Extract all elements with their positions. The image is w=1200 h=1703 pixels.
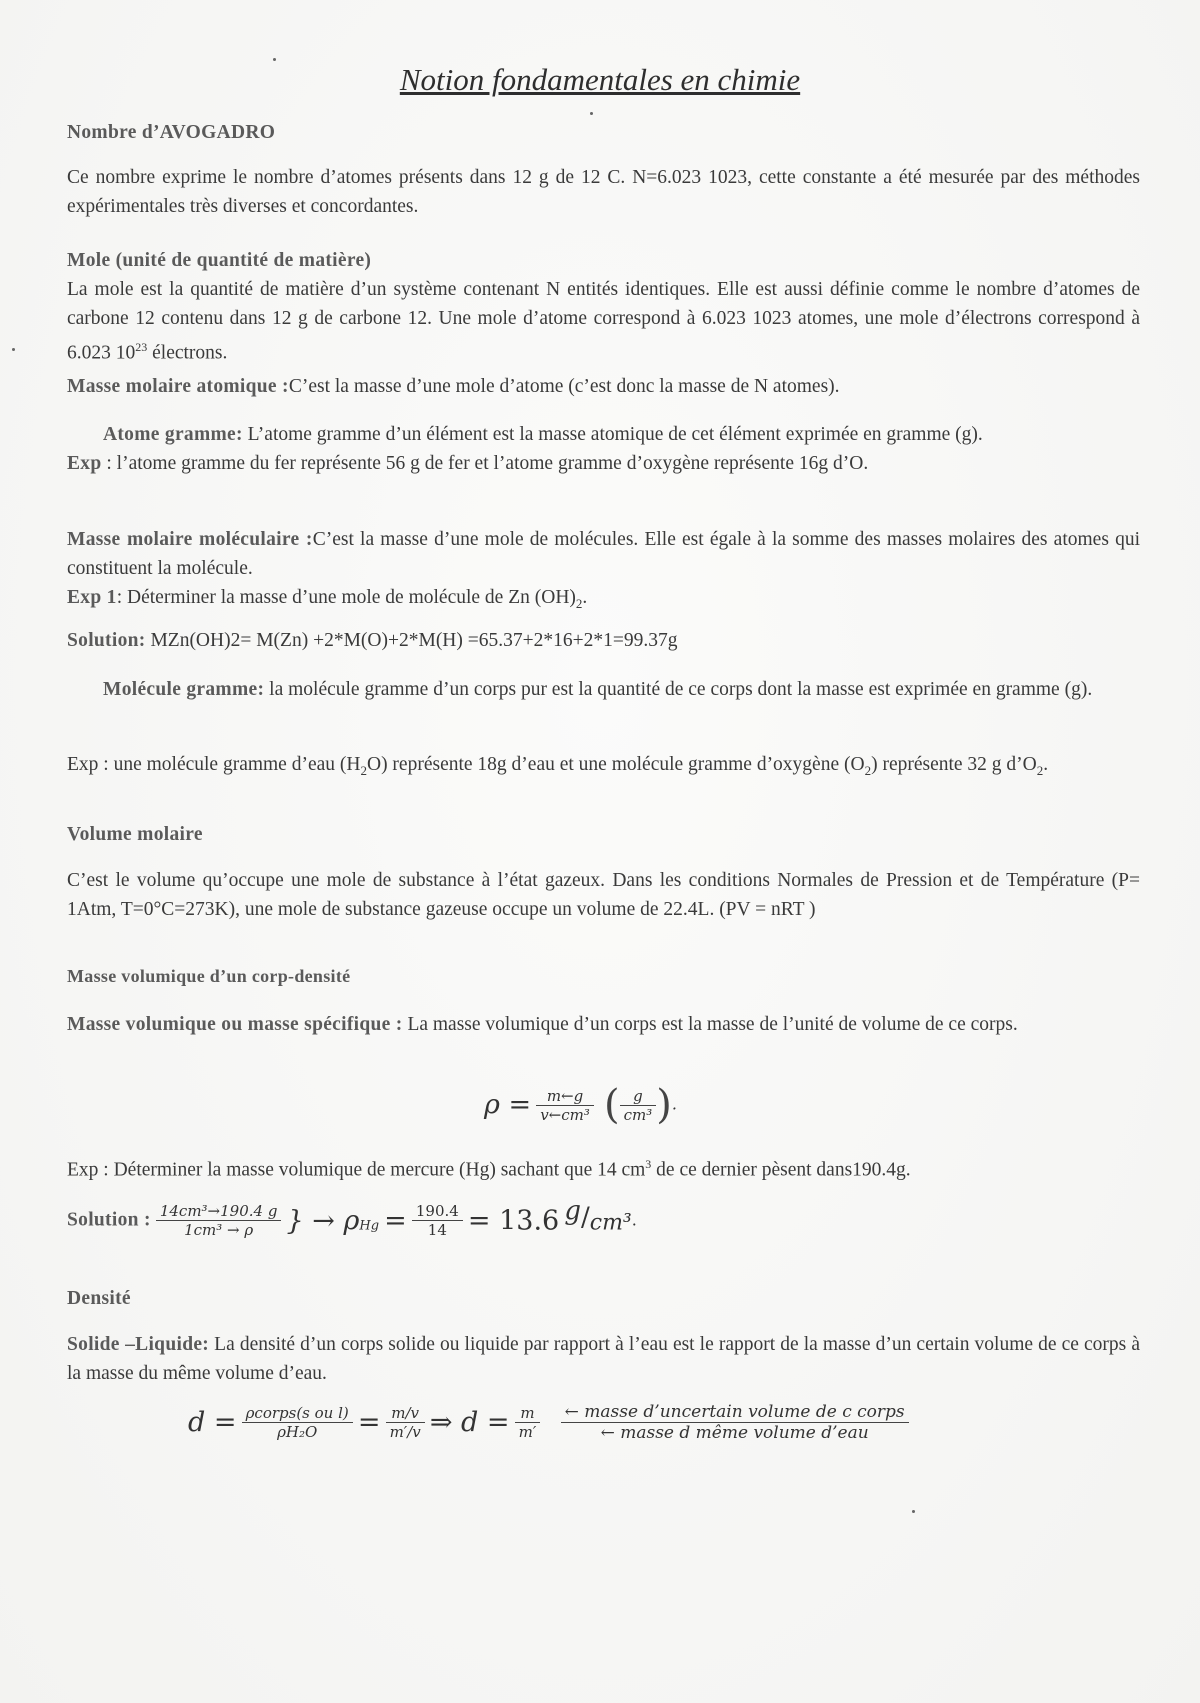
masse-volumique-subheading: Masse volumique ou masse spécifique : bbox=[67, 1014, 403, 1035]
volume-molaire-heading: Volume molaire bbox=[67, 824, 203, 845]
mv-solution-fraction2 bbox=[412, 1202, 463, 1239]
mv-s-unit-num: g bbox=[564, 1196, 581, 1226]
avogadro-paragraph bbox=[67, 163, 1140, 221]
densite-paragraph bbox=[67, 1330, 1140, 1388]
section-avogadro bbox=[67, 118, 1140, 147]
mg-exp-d: . bbox=[1043, 754, 1049, 775]
densite-text: La densité d’un corps solide ou liquide par rapport à l’eau est le rapport de la masse d’un certain volume de ce corps à la masse du même volume d’eau. bbox=[67, 1334, 1140, 1384]
mmm-solution-text: MZn(OH)2= M(Zn) +2*M(O)+2*M(H) =65.37+2*16+2*1=99.37g bbox=[145, 630, 678, 651]
section-masse-volumique bbox=[67, 962, 1140, 991]
mmm-solution bbox=[67, 626, 1140, 655]
scan-speck bbox=[12, 348, 15, 351]
scan-speck bbox=[912, 1510, 915, 1513]
mmm-exp-label: Exp 1 bbox=[67, 587, 117, 608]
mv-s-den: 1cm³ → ρ bbox=[184, 1221, 254, 1240]
d-fraction2 bbox=[386, 1404, 425, 1441]
mmm-text: C’est la masse d’une mole de molécules. Elle est égale à la somme des masses molaires des atomes qui constituent la molécule. bbox=[67, 529, 1140, 579]
rho-symbol: ρ = bbox=[484, 1089, 532, 1121]
mmm-exp-sub: 2 bbox=[575, 595, 583, 611]
mv-solution-fraction bbox=[156, 1202, 282, 1239]
atome-gramme-heading: Atome gramme: bbox=[103, 424, 243, 445]
atome-gramme-exp-label: Exp bbox=[67, 453, 102, 474]
mv-s-den2: 14 bbox=[427, 1221, 447, 1240]
masse-molaire-atomique-text: C’est la masse d’une mole d’atome (c’est donc la masse de N atomes). bbox=[288, 376, 840, 397]
d-num2: m/v bbox=[386, 1404, 425, 1423]
mmm-solution-label: Solution: bbox=[67, 630, 146, 651]
d-notes bbox=[561, 1402, 909, 1443]
section-masse-molaire-moleculaire: Masse molaire moléculaire :C’est la masse d’une mole de molécules. Elle est égale à la somme des masses molaires des atomes qui constituent la molécule. Exp 1: Déterminer la masse d’une mole de molécule de Zn $(OH)_2$. bbox=[67, 529, 1140, 611]
d-num1: ρcorps(s ou l) bbox=[242, 1404, 353, 1423]
mv-solution-label: Solution : bbox=[67, 1209, 151, 1231]
mmm-exp-text: : Déterminer la masse d’une mole de molécule de Zn (OH) bbox=[116, 587, 576, 608]
mg-exp-sub3: 2 bbox=[1036, 762, 1044, 778]
mole-heading: Mole (unité de quantité de matière) bbox=[67, 250, 372, 271]
d-note1: ← masse d’uncertain volume de c corps bbox=[561, 1402, 909, 1423]
mole-text-end: électrons. bbox=[147, 342, 228, 364]
d-symbol: d = bbox=[188, 1407, 237, 1438]
mv-s-arrow: } → ρ bbox=[286, 1205, 360, 1237]
molecule-gramme-example bbox=[67, 750, 1140, 785]
mv-s-num: 14cm³→190.4 g bbox=[156, 1202, 282, 1221]
section-atome-gramme bbox=[67, 420, 1140, 478]
mmm-heading: Masse molaire moléculaire : bbox=[67, 529, 313, 550]
d-den3: m′ bbox=[518, 1423, 537, 1441]
mg-exp-sub1: 2 bbox=[360, 762, 367, 778]
mg-exp-c: ) représente 32 g d’O bbox=[871, 754, 1037, 775]
densite-heading: Densité bbox=[67, 1288, 131, 1309]
section-molecule-gramme bbox=[67, 675, 1140, 704]
densite-formula bbox=[188, 1402, 909, 1443]
avogadro-heading: Nombre d’AVOGADRO bbox=[67, 122, 276, 143]
scan-speck bbox=[590, 112, 593, 115]
mv-s-eq: = bbox=[384, 1205, 407, 1237]
mg-exp-a: Exp : une molécule gramme d’eau (H bbox=[67, 754, 361, 775]
rho-numerator: m←g bbox=[536, 1087, 594, 1106]
mercury-solution: Solution : $\frac{\text{14cm³→190.4 g}}{\text{1cm³ → ρ}}$ } → $\rho_{Hg}$ = $\frac{190.4}{14}$ = 13.6 g/cm³. bbox=[67, 1196, 637, 1240]
molecule-gramme-text: la molécule gramme d’un corps pur est la quantité de ce corps dont la masse est exprimée en gramme (g). bbox=[264, 679, 1093, 700]
d-den1: ρH₂O bbox=[277, 1423, 318, 1441]
masse-volumique-example bbox=[67, 1150, 1140, 1185]
section-densite bbox=[67, 1284, 1140, 1313]
mv-s-unit-den: cm³ bbox=[589, 1210, 632, 1236]
densite-subheading: Solide –Liquide: bbox=[67, 1334, 210, 1355]
d-fraction1 bbox=[242, 1404, 353, 1441]
mole-sup: 23 bbox=[135, 340, 148, 354]
mv-exp-sup: 3 bbox=[645, 1157, 652, 1171]
d-implies: ⇒ d = bbox=[429, 1407, 510, 1438]
d-den2: m′/v bbox=[389, 1423, 421, 1441]
d-fraction3 bbox=[515, 1404, 541, 1441]
masse-volumique-text: La masse volumique d’un corps est la masse de l’unité de volume de ce corps. bbox=[402, 1014, 1018, 1035]
mv-exp-a: Exp : Déterminer la masse volumique de mercure (Hg) sachant que 14 cm bbox=[67, 1159, 646, 1181]
section-volume-molaire bbox=[67, 820, 1140, 849]
rho-fraction bbox=[536, 1087, 594, 1124]
rho-unit-num: g bbox=[620, 1087, 657, 1106]
avogadro-text: Ce nombre exprime le nombre d’atomes présents dans 12 g de 12 C. N=6.023 1023, cette constante a été mesurée par des méthodes expérimentales très diverses et concordantes. bbox=[67, 167, 1140, 217]
page-title: Notion fondamentales en chimie bbox=[399, 62, 801, 97]
atome-gramme-text: L’atome gramme d’un élément est la masse atomique de cet élément exprimée en gramme (g). bbox=[242, 424, 983, 445]
volume-molaire-text: C’est le volume qu’occupe une mole de substance à l’état gazeux. Dans les conditions Normales de Pression et de Température (P= 1Atm, T=0°C=273K), une mole de substance gazeuse occupe un volume de 22.4L. (PV = nRT ) bbox=[67, 870, 1140, 920]
mv-s-num2: 190.4 bbox=[412, 1202, 463, 1221]
masse-volumique-paragraph bbox=[67, 1010, 1140, 1039]
d-eq: = bbox=[357, 1407, 381, 1438]
masse-molaire-atomique-heading: Masse molaire atomique : bbox=[67, 376, 289, 397]
mg-exp-sub2: 2 bbox=[864, 762, 872, 778]
mole-text: La mole est la quantité de matière d’un système contenant N entités identiques. Elle est aussi définie comme le nombre d’atomes de carbone 12 contenu dans 12 g de carbone 12. Une mole d’atome correspond à 6.023 1023 atomes, une mole d’électrons correspond à 6.023 10 bbox=[67, 279, 1140, 364]
d-note2: ← masse d même volume d’eau bbox=[600, 1423, 869, 1443]
molecule-gramme-heading: Molécule gramme: bbox=[103, 679, 265, 700]
mv-s-result: = 13.6 bbox=[467, 1205, 560, 1237]
mv-s-hg: Hg bbox=[359, 1218, 380, 1234]
rho-unit bbox=[620, 1087, 657, 1124]
atome-gramme-exp-text: : l’atome gramme du fer représente 56 g de fer et l’atome gramme d’oxygène représente 16g d’O. bbox=[101, 453, 869, 474]
volume-molaire-paragraph bbox=[67, 866, 1140, 924]
rho-unit-den: cm³ bbox=[623, 1105, 653, 1124]
masse-volumique-heading: Masse volumique d’un corp-densité bbox=[67, 966, 351, 986]
mv-exp-b: de ce dernier pèsent dans190.4g. bbox=[651, 1159, 911, 1181]
mg-exp-b: O) représente 18g d’eau et une molécule gramme d’oxygène (O bbox=[366, 754, 865, 775]
d-num3: m bbox=[515, 1404, 541, 1423]
section-mole bbox=[67, 246, 1140, 368]
section-masse-molaire-atomique bbox=[67, 372, 1140, 401]
scan-speck bbox=[273, 58, 276, 61]
rho-denominator: v←cm³ bbox=[540, 1105, 590, 1124]
rho-formula: ρ = $\frac{m\leftarrow g}{\text{v←cm³}}$ ( $\frac{g}{\text{cm³}}$ ). bbox=[484, 1082, 677, 1128]
